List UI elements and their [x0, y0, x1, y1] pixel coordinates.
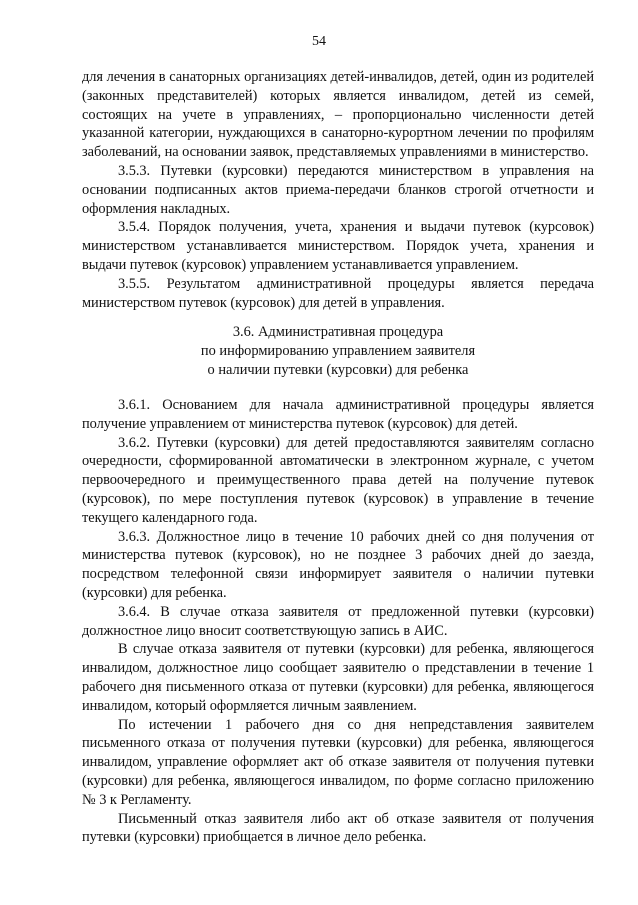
section-heading-line-2: по информированию управлением заявителя — [200, 343, 476, 359]
paragraph-3-6-2: 3.6.2. Путевки (курсовки) для детей предоставляются заявителям согласно очередности, сформированной автоматически в электронном журнале, с учетом первоочередного и преимущественного права детей на получение путевок (курсовок), по мере поступления путевок (курсовок) в управление в течение текущего календарного года. — [82, 434, 594, 526]
page-number: 54 — [312, 34, 326, 49]
top-text-block — [82, 68, 594, 312]
paragraph-refusal-act: По истечении 1 рабочего дня со дня непредставления заявителем письменного отказа от получения путевки (курсовки) для ребенка, являющегося инвалидом, управление оформляет акт об отказе заявителя от получения путевки (курсовки) для ребенка, являющегося инвалидом, по форме согласно приложению № 3 к Регламенту. — [82, 716, 594, 808]
paragraph-3-5-4: 3.5.4. Порядок получения, учета, хранения и выдачи путевок (курсовок) министерством устанавливается министерством. Порядок учета, хранения и выдачи путевок (курсовок) управлением устанавливается управлением. — [82, 219, 594, 273]
paragraph-personal-file: Письменный отказ заявителя либо акт об отказе заявителя от получения путевки (курсовки) приобщается в личное дело ребенка. — [82, 810, 594, 846]
section-heading — [82, 323, 594, 380]
section-heading-line-3: о наличии путевки (курсовки) для ребенка — [207, 362, 469, 378]
section-heading-line-1: 3.6. Административная процедура — [232, 324, 444, 340]
paragraph-refusal-disabled: В случае отказа заявителя от путевки (курсовки) для ребенка, являющегося инвалидом, должностное лицо сообщает заявителю о представлении в течение 1 рабочего дня письменного отказа от путевки (курсовки) для ребенка, являющегося инвалидом, который оформляется личным заявлением. — [82, 641, 594, 714]
paragraph-3-6-3: 3.6.3. Должностное лицо в течение 10 рабочих дней со дня получения от министерства путевок (курсовок), но не позднее 3 рабочих дней до заезда, посредством телефонной связи информирует заявителя о наличии путевки (курсовки) для ребенка. — [82, 528, 594, 601]
paragraph-3-6-4: 3.6.4. В случае отказа заявителя от предложенной путевки (курсовки) должностное лицо вносит соответствующую запись в АИС. — [82, 603, 594, 639]
paragraph-3-5-3: 3.5.3. Путевки (курсовки) передаются министерством в управления на основании подписанных актов приема-передачи бланков строгой отчетности и оформления накладных. — [82, 162, 594, 217]
paragraph-3-5-5: 3.5.5. Результатом административной процедуры является передача министерством путевок (курсовок) для детей в управления. — [82, 275, 594, 311]
paragraph-continuation: для лечения в санаторных организациях детей-инвалидов, детей, один из родителей (законных представителей) которых является инвалидом, детей из семей, состоящих на учете в управлениях, – пропорционально численности детей указанной категории, нуждающихся в санаторно-курортном лечении по профилям заболеваний, на основании заявок, представляемых управлениями в министерство. — [82, 69, 594, 161]
paragraph-3-6-1: 3.6.1. Основанием для начала административной процедуры является получение управлением от министерства путевок (курсовок) для детей. — [82, 397, 594, 432]
section-3-6-text-block — [82, 396, 594, 847]
